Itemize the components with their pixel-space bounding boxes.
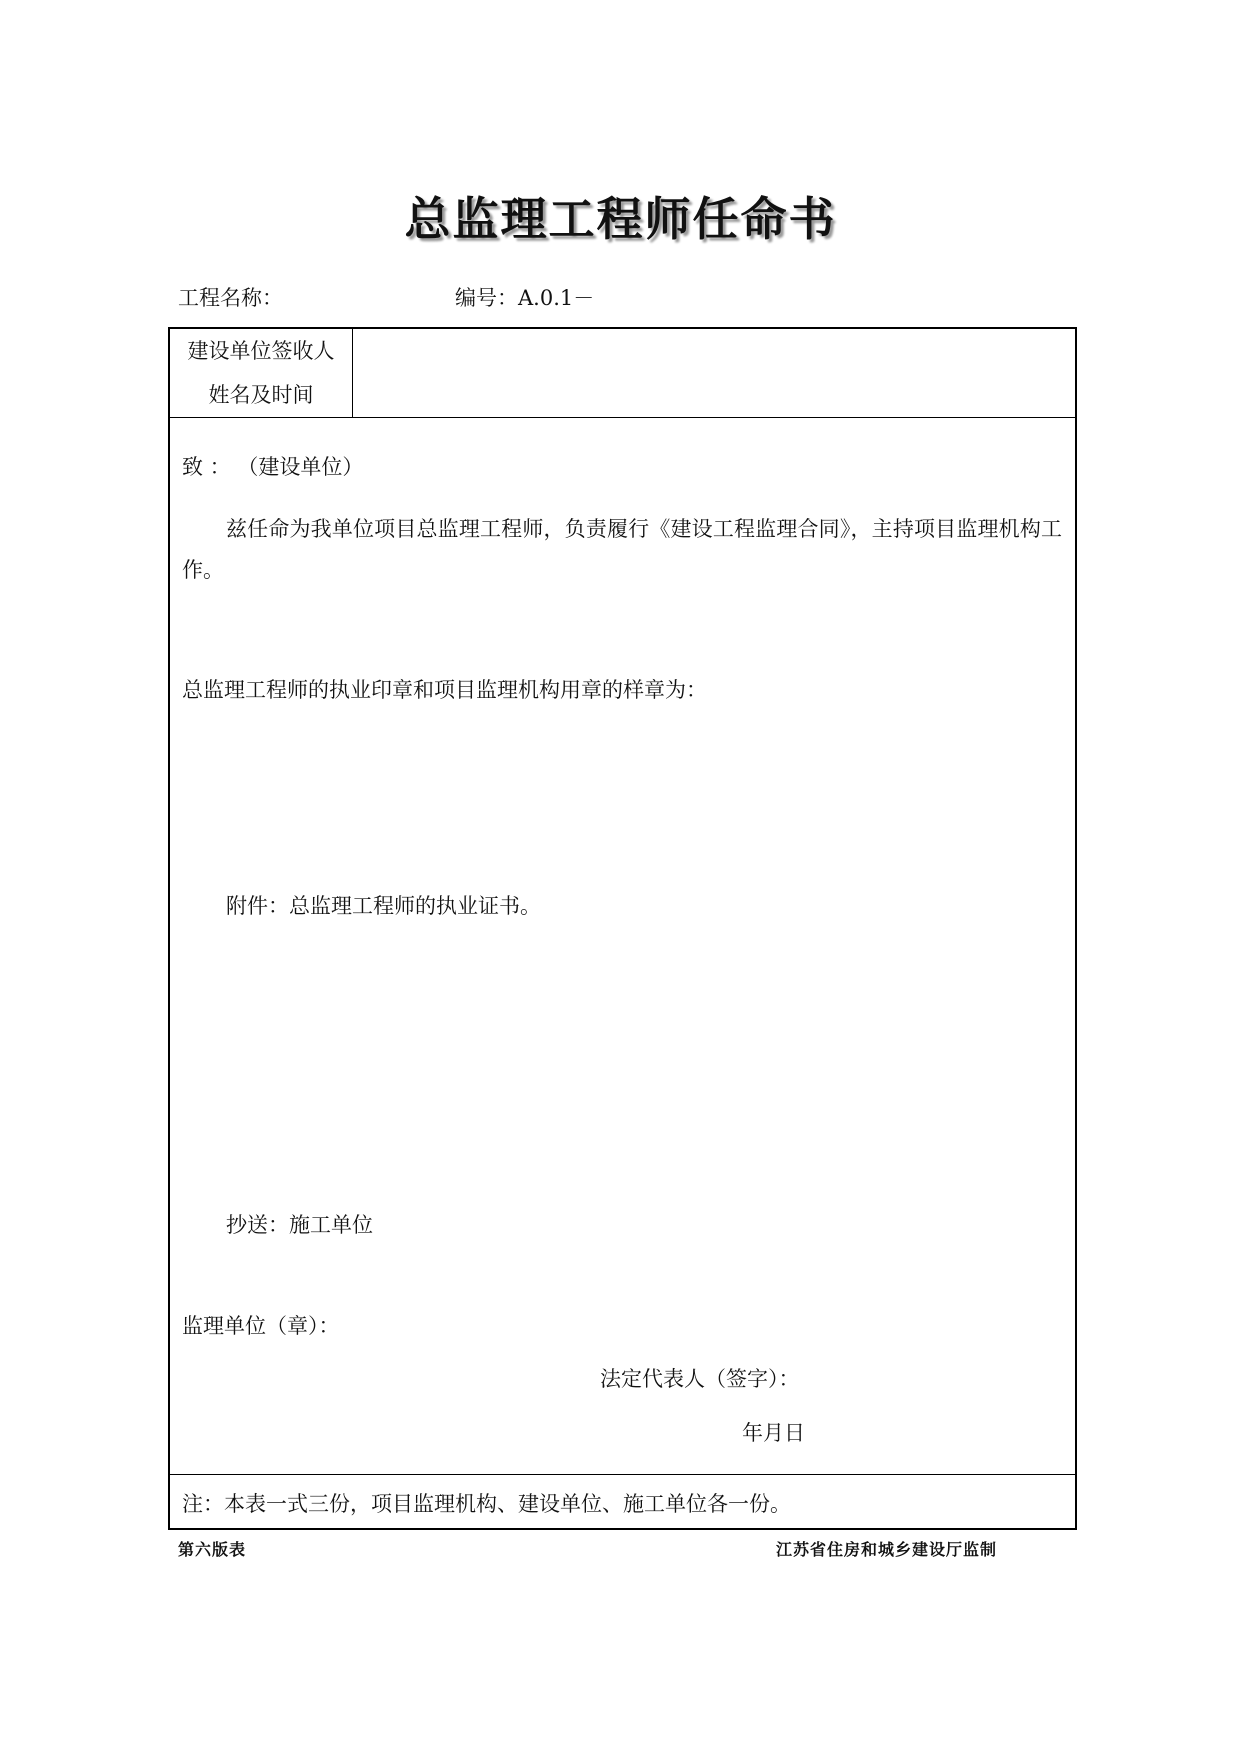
sign-label-line1: 建设单位签收人 — [187, 339, 335, 363]
document-title: 总监理工程师任命书 — [404, 192, 837, 246]
form-code-label: 编号：A.0.1－ — [455, 286, 595, 310]
copy-to-line: 抄送：施工单位 — [226, 1213, 373, 1237]
seal-sample-label: 总监理工程师的执业印章和项目监理机构用章的样章为： — [182, 678, 707, 702]
addressee-line: 致 ： （建设单位） — [182, 455, 364, 479]
legal-representative-label: 法定代表人（签字）： — [600, 1367, 800, 1391]
date-label: 年月日 — [742, 1421, 805, 1445]
attachment-line: 附件：总监理工程师的执业证书。 — [226, 894, 541, 918]
edition-label: 第六版表 — [178, 1540, 247, 1559]
appointment-text: 兹任命为我单位项目总监理工程师，负责履行《建设工程监理合同》，主持项目监理机构工作。 — [182, 517, 1062, 582]
sign-row — [170, 329, 1075, 418]
sign-value-cell[interactable] — [354, 329, 1074, 417]
note-row — [170, 1474, 1075, 1528]
project-name-label: 工程名称： — [178, 286, 283, 310]
appointment-form — [168, 327, 1077, 1530]
sign-label-line2: 姓名及时间 — [208, 383, 314, 407]
issuer-label: 江苏省住房和城乡建设厅监制 — [776, 1540, 998, 1559]
sign-label-cell — [170, 329, 353, 417]
supervision-unit-label: 监理单位（章）： — [182, 1314, 340, 1338]
note-text: 注：本表一式三份，项目监理机构、建设单位、施工单位各一份。 — [182, 1492, 791, 1516]
